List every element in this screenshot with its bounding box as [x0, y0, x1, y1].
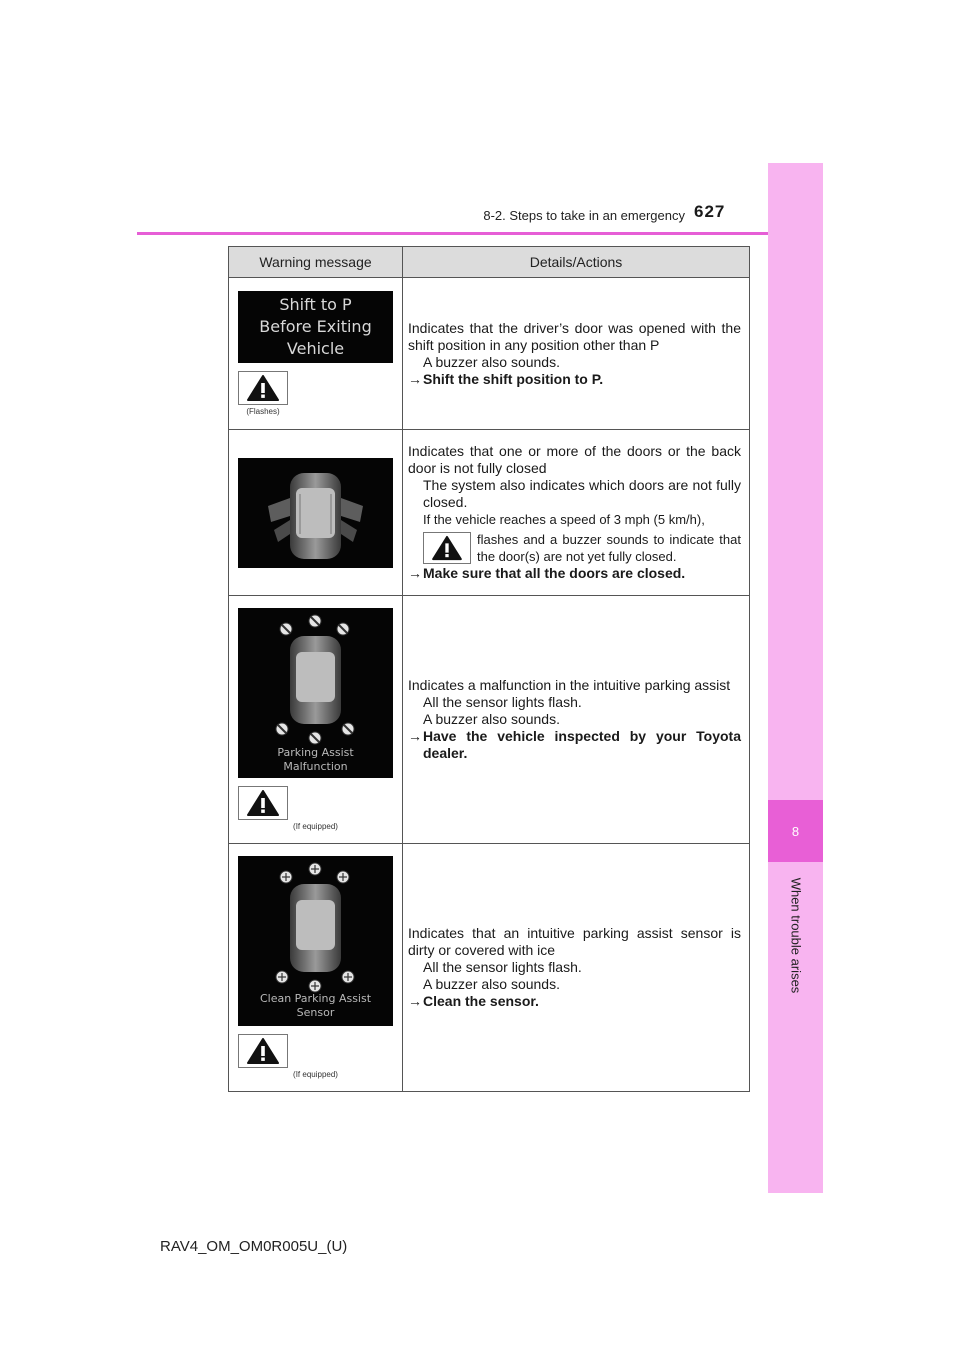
details-cell — [403, 430, 750, 596]
action-text: Make sure that all the doors are closed. — [423, 565, 686, 581]
master-warning-indicator — [423, 532, 471, 564]
action-line — [408, 993, 741, 1010]
indicator-note: (If equipped) — [293, 1070, 338, 1079]
description-text: Indicates that an intuitive parking assist sensor is dirty or covered with ice — [408, 925, 741, 958]
note-text: All the sensor lights flash. — [423, 959, 582, 975]
description-text: Indicates that one or more of the doors or the back door is not fully closed — [408, 443, 741, 476]
display-line: Shift to P — [279, 294, 352, 314]
speed-note-text: If the vehicle reaches a speed of 3 mph (5 km/h), — [423, 512, 705, 527]
arrow-icon: → — [408, 370, 422, 387]
document-code: RAV4_OM_OM0R005U_(U) — [160, 1238, 348, 1255]
warning-triangle-icon — [246, 374, 280, 402]
master-warning-indicator — [238, 786, 288, 820]
parking-assist-malfunction-display — [238, 608, 393, 778]
col-header-warning: Warning message — [229, 247, 403, 278]
shift-to-p-display — [238, 291, 393, 363]
display-line: Vehicle — [286, 338, 345, 358]
warning-message-table — [228, 246, 750, 1092]
action-line — [408, 565, 741, 582]
col-header-details: Details/Actions — [403, 247, 750, 278]
section-title: 8-2. Steps to take in an emergency — [483, 208, 685, 223]
display-caption: Parking Assist — [277, 746, 354, 759]
details-cell — [403, 844, 750, 1092]
header-divider — [137, 232, 823, 235]
warning-message-cell — [229, 844, 403, 1092]
vehicle-doors-open-icon — [238, 458, 393, 568]
chapter-title: When trouble arises — [788, 877, 803, 993]
action-line — [408, 371, 741, 388]
note-text: A buzzer also sounds. — [423, 976, 560, 992]
warning-triangle-icon — [246, 1037, 280, 1065]
details-cell — [403, 278, 750, 430]
note-text: The system also indicates which doors are not fully closed. — [423, 477, 741, 510]
action-text: Clean the sensor. — [423, 993, 539, 1009]
warning-message-cell — [229, 278, 403, 430]
display-caption: Malfunction — [283, 760, 348, 773]
display-caption: Sensor — [296, 1006, 335, 1019]
warning-triangle-icon — [246, 789, 280, 817]
indicator-note: (Flashes) — [246, 406, 280, 416]
action-text: Have the vehicle inspected by your Toyota dealer. — [423, 728, 741, 761]
display-caption: Clean Parking Assist — [259, 992, 372, 1005]
table-row — [229, 278, 750, 430]
indicator-note: (If equipped) — [293, 822, 338, 831]
table-header-row — [229, 247, 750, 278]
note-text: A buzzer also sounds. — [423, 711, 560, 727]
table-row — [229, 844, 750, 1092]
description-text: Indicates a malfunction in the intuitive parking assist — [408, 677, 731, 693]
table-row — [229, 430, 750, 596]
indicator-note-text: flashes and a buzzer sounds to indicate that the door(s) are not yet fully closed. — [477, 532, 741, 564]
action-line — [408, 728, 741, 762]
description-text: Indicates that the driver’s door was opened with the shift position in any position other than P — [408, 319, 741, 353]
arrow-icon: → — [408, 728, 422, 744]
note-text: A buzzer also sounds. — [423, 353, 560, 370]
arrow-icon: → — [408, 993, 422, 1009]
note-text: All the sensor lights flash. — [423, 694, 582, 710]
display-line: Before Exiting — [259, 316, 372, 336]
door-open-display — [238, 458, 393, 568]
chapter-number: 8 — [768, 800, 823, 862]
details-cell — [403, 596, 750, 844]
clean-parking-sensor-display — [238, 856, 393, 1026]
indicator-inline-line — [408, 531, 741, 565]
arrow-icon: → — [408, 565, 422, 581]
warning-message-cell — [229, 596, 403, 844]
page-number: 627 — [694, 202, 726, 221]
warning-triangle-icon — [431, 535, 463, 561]
action-text: Shift the shift position to P. — [423, 370, 604, 387]
warning-message-cell — [229, 430, 403, 596]
master-warning-indicator — [238, 1034, 288, 1068]
table-row — [229, 596, 750, 844]
master-warning-indicator — [238, 371, 288, 416]
chapter-side-tab — [768, 163, 823, 1193]
